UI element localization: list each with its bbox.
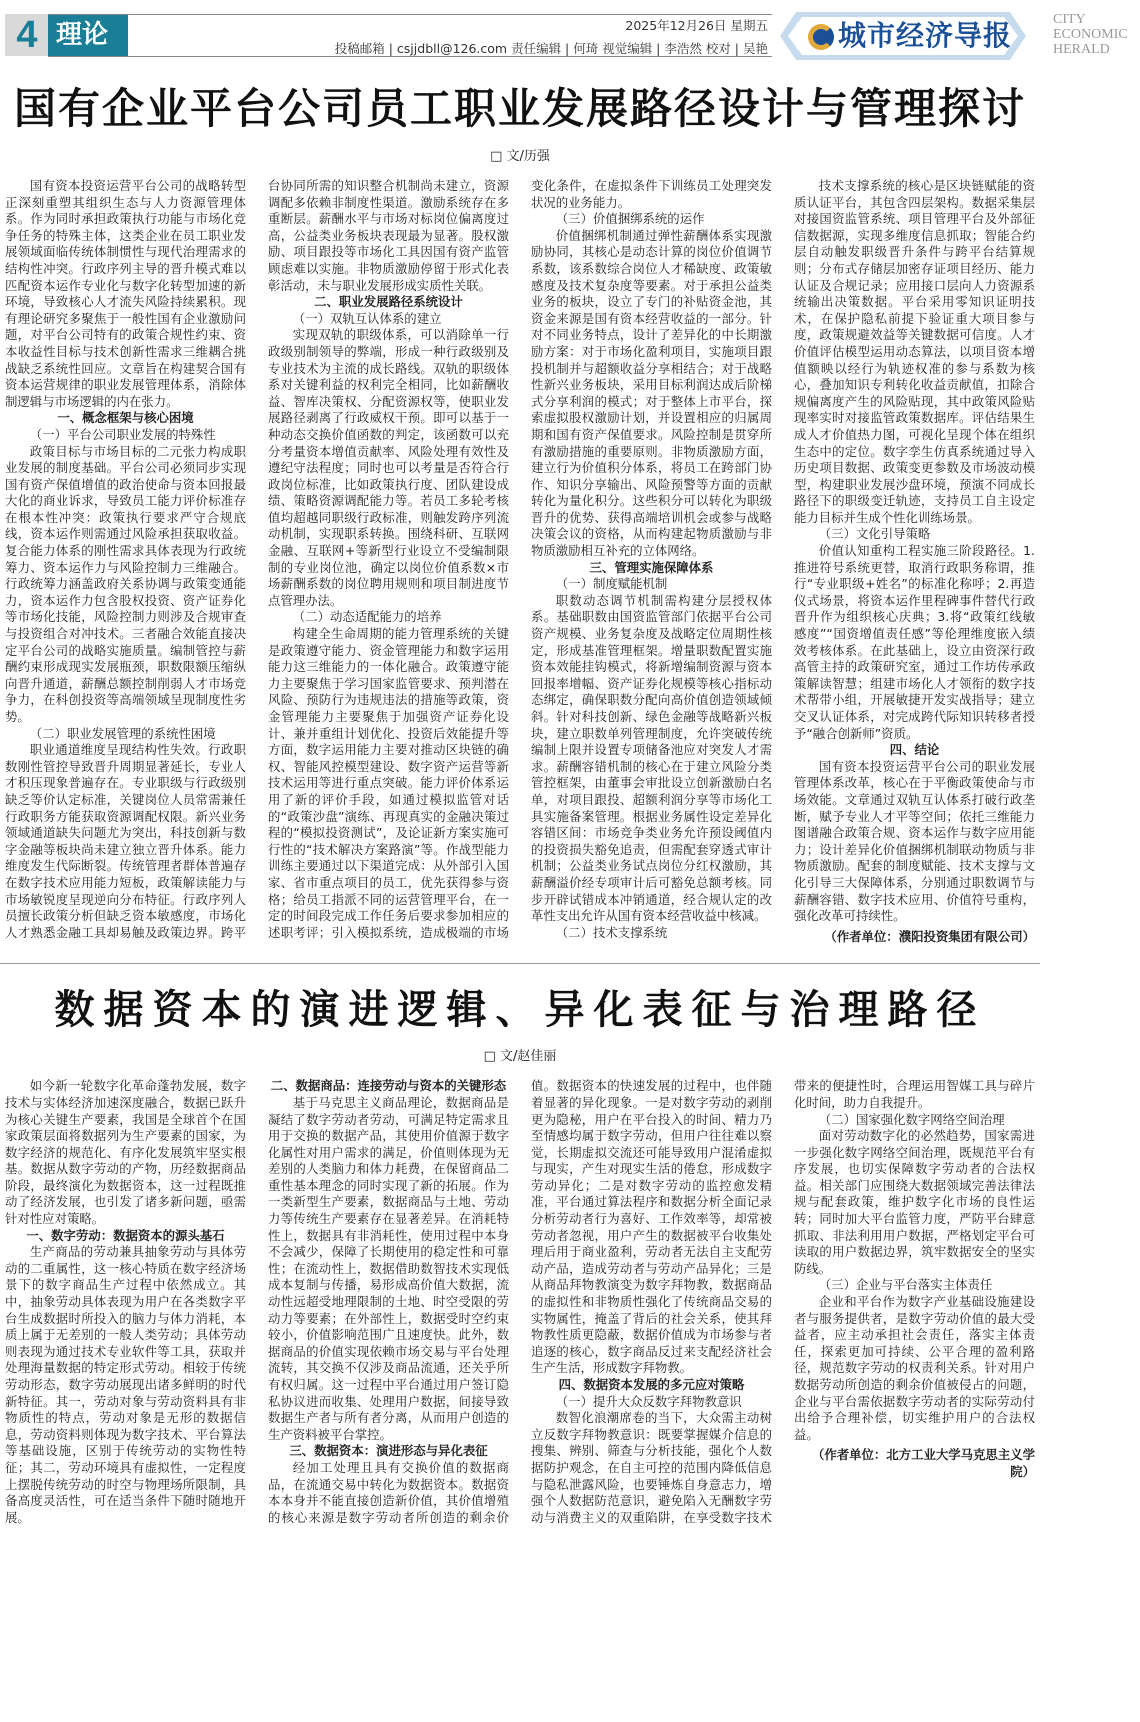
- paragraph: 国有资本投资运营平台公司的职业发展管理体系改革，核心在于平衡政策使命与市场效能。文章通过双轨互认体系打破行政垄断，赋予专业人才平等空间；依托三维能力图谱融合政策合规、资本运作与数字应用能力；设计差异化价值捆绑机制联动物质与非物质激励。配套的制度赋能、技术支撑与文化引导三大保障体系，分别通过职数调节与薪酬容错、数字技术应用、价值符号重构，强化改革可持续性。: [794, 758, 1035, 924]
- issue-date: 2025年12月26日 星期五: [625, 18, 768, 33]
- paragraph: 国有资本投资运营平台公司的战略转型正深刻重塑其组织生态与人力资源管理体系。作为同时承担政策执行功能与市场化竞争任务的特殊主体，这类企业在员工职业发展领域面临传统体制惯性与现代治理需求的结构性冲突。行政序列主导的晋升模式难以匹配资本运作专业化与数字化转型加速的新环境，导致核心人才流失风险持续累积。现有理论研究多聚焦于一般性国有企业激励问题，对平台公司特有的政策合规性约束、资本收益性目标与技术创新性需求三维耦合挑战缺乏系统性回应。文章旨在构建契合国有资本运营规律的职业发展管理体系，消除体制逻辑与市场逻辑的内在张力。: [5, 178, 246, 409]
- article-body: [5, 1078, 1035, 1526]
- subsection-heading: （二）技术支撑系统: [555, 924, 668, 940]
- paragraph: 构建全生命周期的能力管理系统的关键是政策遵守能力、资金管理能力和数字运用能力这三维能力的一体化融合。政策遵守能力主要聚焦于学习国家监管要求、预判潜在风险、预防行为违规违法的措施等政策，资金管理能力主要聚焦于加强资产证券化设计、兼并重组计划优化、投资后效能提升等方面，数字运用能力主要对推动区块链的确权、智能风控模型建设、数字资产运营等新技术运用等进行重点突破。能力评价体系运用了新的评价手段，如通过模拟监管对话的“政策沙盘”演练、再现真实的金融决策过程的“模拟投资测试”，及论证新方案实施可行性的“技术解决方案路演”等。作战型能力训练主要通过以下渠道完成：从外部引入国家、省市重点项目的员工，优先获得参与资格；给员工指派不同的运营管理平台，在一定的时间段完成工作任务后要求参加相应的述职考评；引入模拟系统，造成极端的市场变化条件，在虚拟条件下训练员工处理突发状况的业务能力。: [268, 178, 772, 940]
- subsection-heading: （二）职业发展管理的系统性困境: [29, 725, 216, 741]
- section-heading: 一、数字劳动：数据资本的源头基石: [26, 1227, 225, 1243]
- section-heading: 二、数据商品：连接劳动与资本的关键形态: [270, 1078, 507, 1094]
- page-number: 4: [5, 14, 49, 56]
- author-affiliation: （作者单位：北方工业大学马克思主义学院）: [811, 1447, 1035, 1479]
- paragraph: 价值捆绑机制通过弹性薪酬体系实现激励协同，其核心是动态计算的岗位价值调节系数，该系数综合岗位人才稀缺度、政策敏感度及技术复杂度等要素。对于承担公益类业务的板块，设立了专门的补贴资金池，其资金来源是国有资本经营收益的一部分。针对不同业务特点，设计了差异化的中长期激励方案：对于市场化盈利项目，实施项目跟投机制并与超额收益分享相结合；对于战略性新兴业务板块，采用目标利润达成后阶梯式分享利润的模式；对于整体上市平台，探索虚拟股权激励计划，并设置相应的归属周期和国有资产保值要求。风险控制是贯穿所有激励措施的重要原则。非物质激励方面，建立行为价值积分体系，将员工在跨部门协作、知识分享输出、风险预警等方面的贡献转化为量化积分。这些积分可以转化为职级晋升的优势、获得高端培训机会或参与战略决策会议的资格，从而构建起物质激励与非物质激励相互补充的立体网络。: [531, 227, 772, 559]
- editorial-credits: 投稿邮箱 | csjjdbll@126.com 责任编辑 | 何琦 视觉编辑 | 李浩然 校对 | 吴艳: [334, 41, 768, 56]
- logo-en-line: HERALD: [1053, 42, 1110, 57]
- article-title: 国有企业平台公司员工职业发展路径设计与管理探讨: [13, 84, 1026, 133]
- paragraph: 数智化浪潮席卷的当下，大众需主动树立反数字拜物教意识：既要掌握媒介信息的搜集、辨别、筛查与分析技能，强化个人数据防护观念，在自主可控的范围内降低信息与隐私泄露风险，也要锤炼自身意志力，增强个人数据防范意识，避免陷入无酬数字劳动与消费主义的双重陷阱，在享受数字技术带来的便捷性时，合理运用智媒工具与碎片化时间，助力自我提升。: [531, 1078, 1035, 1525]
- section-heading: 四、结论: [889, 742, 940, 758]
- article-body: [5, 178, 1035, 945]
- logo-mark-icon: [808, 24, 834, 50]
- paragraph: 经加工处理且具有交换价值的数据商品，在流通交易中转化为数据资本。数据资本本身并不能直接创造新价值，其价值增殖的核心来源是数字劳动者所创造的剩余价值。数据资本的快速发展的过程中，也伴随着显著的异化现象。一是对数字劳动的剥削更为隐秘，用户在平台投入的时间、精力乃至情感均属于数字劳动，但用户往往难以察觉，长期虚拟交流还可能导致用户混淆虚拟与现实，产生对现实生活的倦怠，形成数字劳动异化；二是对数字劳动的监控愈发精准，平台通过算法程序和数据分析全面记录分析劳动者行为喜好、工作效率等，却常被劳动者忽视，用户产生的数据被平台收集处理后用于商业盈利，劳动者无法自主支配劳动产品，造成劳动者与劳动产品异化；三是从商品拜物教演变为数字拜物教，数据商品的虚拟性和非物质性强化了传统商品交易的实物属性，掩盖了背后的社会关系，使其拜物教性质更隐蔽，数据价值成为市场参与者追逐的核心，数字商品反过来支配经济社会生产生活，形成数字拜物教。: [268, 1078, 772, 1525]
- paragraph: 如今新一轮数字化革命蓬勃发展，数字技术与实体经济加速深度融合，数据已跃升为核心关键生产要素，我国是全球首个在国家政策层面将数据列为生产要素的国家，为数字经济的规范化、有序化发展筑牢坚实根基。数据从数字劳动的产物，历经数据商品阶段，最终演化为数据资本，这一过程既推动了经济发展，也引发了诸多新问题，亟需针对性应对策略。: [5, 1078, 246, 1227]
- paragraph: 实现双轨的职级体系，可以消除单一行政级别制领导的弊端，形成一种行政级别及专业技术为主流的成长路线。双轨的职级体系对关键利益的权利完全相同，比如薪酬收益、智库决策权、分配资源权等，使职业发展路径剥离了行政威权干预。即可以基于一种动态交换价值函数的判定，该函数可以充分考量资本增值贡献率、风险处理有效性及遵纪守法程度；同时也可以考量是否符合行政岗位标准，比如政策执行度、团队建设成绩、策略资源调配能力等。若员工多轮考核值均超越同职级行政标准，则触发跨序列流动机制，实现职系转换。围绕科研、互联网金融、互联网+等新型行业设立不受编制限制的专业岗位池，确定以岗位价值系数×市场薪酬系数的岗位聘用规则和项目制进度节点管理办法。: [268, 327, 509, 608]
- section-heading: 三、管理实施保障体系: [589, 559, 714, 575]
- article-divider: [0, 963, 1040, 964]
- article-title: 数据资本的演进逻辑、异化表征与治理路径: [54, 986, 986, 1034]
- subsection-heading: （二）动态适配能力的培养: [292, 609, 442, 625]
- paragraph: 技术支撑系统的核心是区块链赋能的资质认证平台，其包含四层架构。数据采集层对接国资监管系统、项目管理平台及外部征信数据源，实现多维度信息抓取；智能合约层自动触发职级晋升条件与跨平台结算规则；分布式存储层加密存证项目经历、能力认证及合规记录；应用接口层向人力资源系统输出决策数据。平台采用零知识证明技术，在保护隐私前提下验证重大项目参与度，政策规避效益等关键数据可信度。人才价值评估模型运用动态算法，以项目资本增值额映以经行为轨迹权准的参与系数为核心，叠加知识专利转化收益贡献值，扣除合规偏离度产生的风险贴现，其中政策风险贴现率实时对接监管政策数据库。评估结果生成人才价值热力图，可视化呈现个体在组织生态中的定位。数字孪生仿真系统通过导入历史项目数据、政策变更参数及市场波动模型，构建职业发展沙盘环境，预演不同成长路径下的职级变迁轨迹，支持员工自主设定能力目标并生成个性化训练场景。: [794, 178, 1035, 525]
- subsection-heading: （一）制度赋能机制: [555, 576, 668, 592]
- subsection-heading: （三）文化引导策略: [818, 526, 931, 542]
- page-header: [0, 0, 1140, 70]
- subsection-heading: （一）双轨互认体系的建立: [292, 310, 442, 326]
- paragraph: 企业和平台作为数字产业基础设施建设者与服务提供者，是数字劳动价值的最大受益者，应主动承担社会责任，落实主体责任，探索更加可持续、公平合理的盈利路径，规范数字劳动的权责利关系。针对用户数据劳动所创造的剩余价值被侵占的问题，企业与平台需依据数字劳动者的实际劳动付出给予合理补偿，切实维护用户的合法权益。: [794, 1294, 1035, 1442]
- subsection-heading: （一）提升大众反数字拜物教意识: [555, 1393, 742, 1409]
- section-heading: 三、数据资本：演进形态与异化表征: [289, 1443, 488, 1459]
- paragraph: 职业通道维度呈现结构性失效。行政职数刚性管控导致晋升周期显著延长，专业人才积压现象普遍存在。专业职级与行政级别缺乏等价认定标准，关键岗位人员常需兼任行政职务方能获取资源调配权限。新兴业务领域通道缺失问题尤为突出，科技创新与数字金融等板块尚未建立独立晋升体系。能力维度发生代际断裂。传统管理者群体普遍存在数字技术应用能力短板，政策解读能力与市场敏锐度呈现逆向分布特征。行政序列人员擅长政策分析但缺乏资本敏感度，市场化人才熟悉金融工具却易触及政策边界。跨平台协同所需的知识整合机制尚未建立，资源调配多依赖非制度性渠道。激励系统存在多重断层。薪酬水平与市场对标岗位偏离度过高，公益类业务板块表现最为显著。股权激励、项目跟投等市场化工具因国有资产监管顾虑难以实施。非物质激励停留于形式化表彰活动，未与职业发展形成实质性关联。: [5, 178, 509, 940]
- section-label: 理论: [48, 14, 128, 56]
- paragraph: 职数动态调节机制需构建分层授权体系。基础职数由国资监管部门依据平台公司资产规模、业务复杂度及战略定位周期性核定，形成基准管理框架。增量职数配置实施资本效能挂钩模式，将新增编制资源与资本回报率增幅、资产证券化规模等核心指标动态绑定，确保职数分配向高价值创造领域倾斜。针对科技创新、绿色金融等战略新兴板块，建立职数单列管理制度，允许突破传统编制上限并设置专项储备池应对突发人才需求。薪酬容错机制的核心在于建立风险分类管控框架，由董事会审批设立创新激励白名单，对项目跟投、超额利润分享等市场化工具实施备案管理。根据业务属性设定差异化容错区间：市场竞争类业务允许预设阈值内的投资损失豁免追责，但需配套穿透式审计机制；公益类业务试点岗位分红权激励，其薪酬溢价经专项审计后可豁免总额考核。同步开辟试错成本冲销通道，经合规认定的改革性支出允许从国有资本经营收益中核减。: [531, 592, 772, 924]
- paragraph: 面对劳动数字化的必然趋势，国家需进一步强化数字网络空间治理，既规范平台有序发展，也切实保障数字劳动者的合法权益。相关部门应围绕大数据领域完善法律法规与配套政策，维护数字化市场的良性运转；同时加大平台监管力度，严防平台肆意抓取、非法利用用户数据，严格划定平台可读取的用户数据边界，筑牢数据安全的坚实防线。: [794, 1128, 1035, 1276]
- logo-en-line: CITY: [1053, 12, 1086, 27]
- subsection-heading: （三）价值捆绑系统的运作: [555, 211, 705, 227]
- paragraph: 生产商品的劳动兼具抽象劳动与具体劳动的二重属性，这一核心特质在数字经济场景下的数字商品生产过程中依然成立。其中，抽象劳动具体表现为用户在各类数字平台生成数据时所投入的脑力与体力消耗，本质上属于无差别的一般人类劳动；具体劳动则表现为通过技术专业软件等工具，获取并处理海量数据的特定形式劳动。相较于传统劳动形态，数字劳动展现出诸多鲜明的时代新特征。其一，劳动对象与劳动资料具有非物质性的特点，劳动对象是无形的数据信息，劳动资料则体现为数字技术、平台算法等基础设施，区别于传统劳动的实物性特征；其二，劳动环境具有虚拟性，一定程度上摆脱传统劳动的时空与物理场所限制，具备高度灵活性，可在适当条件下随时随地开展。: [5, 1244, 246, 1525]
- author-affiliation: （作者单位：濮阳投资集团有限公司）: [824, 928, 1035, 944]
- section-heading: 一、概念框架与核心困境: [57, 410, 194, 426]
- article-byline: □ 文/历强: [490, 149, 550, 164]
- section-heading: 四、数据资本发展的多元应对策略: [558, 1377, 745, 1392]
- logo-title: 城市经济导报: [838, 19, 1013, 52]
- section-heading: 二、职业发展路径系统设计: [314, 294, 463, 310]
- subsection-heading: （二）国家强化数字网络空间治理: [818, 1111, 1005, 1127]
- subsection-heading: （一）平台公司职业发展的特殊性: [29, 426, 216, 442]
- paragraph: 政策目标与市场目标的二元张力构成职业发展的制度基础。平台公司必须同步实现国有资产保值增值的政治使命与资本回报最大化的商业诉求，导致员工能力评价标准存在根本性冲突：政策执行要求严守合规底线，资本运作则需通过风险承担获取收益。复合能力体系的刚性需求具体表现为行政统筹力、资本运作力与风险控制力三维融合。行政统筹力涵盖政府关系协调与政策变通能力，资本运作力包含股权投资、资产证券化等市场化技能，风险控制力则涉及合规审查与投资组合对冲技术。三者融合效能直接决定平台公司的战略实施质量。编制管控与薪酬约束形成现实发展瓶颈，职数限额压缩纵向晋升通道，薪酬总额控制削弱人才市场竞争力，在科创投资等高端领域呈现制度性劣势。: [5, 443, 246, 724]
- newspaper-logo: [778, 10, 1028, 62]
- paragraph: 基于马克思主义商品理论，数据商品是凝结了数字劳动者劳动，可满足特定需求且用于交换的数据产品，其使用价值源于数字化属性对用户需求的满足，价值则体现为无差别的人类脑力和体力耗费，在保留商品二重性基本理念的同时实现了新的拓展。作为一类新型生产要素，数据商品与土地、劳动力等传统生产要素存在显著差异。在消耗特性上，数据具有非消耗性，使用过程中本身不会减少，保障了长期使用的稳定性和可靠性；在流动性上，数据借助数智技术实现低成本复制与传播，易形成高价值大数据，流动性远超受地理限制的土地、时空受限的劳动力等要素；在外部性上，数据受时空约束较小，价值影响范围广且速度快。此外，数据商品的价值实现依赖市场交易与平台处理流转，其交换不仅涉及商品流通，还关乎所有权归属。这一过程中平台通过用户签订隐私协议进而收集、处理用户数据，间接导致数据生产者与所有者分离，从而用户创造的生产资料被平台掌控。: [268, 1094, 509, 1442]
- logo-english: [1053, 12, 1128, 57]
- header-rule-top: [48, 14, 772, 15]
- subsection-heading: （三）企业与平台落实主体责任: [818, 1277, 993, 1293]
- logo-en-line: ECONOMIC: [1053, 27, 1128, 42]
- article-byline: □ 文/赵佳丽: [483, 1049, 557, 1065]
- paragraph: 价值认知重构工程实施三阶段路径。1.推进符号系统更替，取消行政职务称谓，推行“专业职级+姓名”的标准化称呼；2.再造仪式场景，将资本运作里程碑事件替代行政晋升作为组织核心庆典；3.将“政策红线敏感度”“国资增值责任感”等伦理维度嵌入绩效考核体系。在此基础上，设立由资深行政高管主持的政策研究室，通过工作坊传承政策解读智慧；组建市场化人才领衔的数字技术帮带小组，开展敏捷开发实战指导；建立交叉认证体系，对完成跨代际知识转移者授予“融合创新师”资质。: [794, 543, 1035, 741]
